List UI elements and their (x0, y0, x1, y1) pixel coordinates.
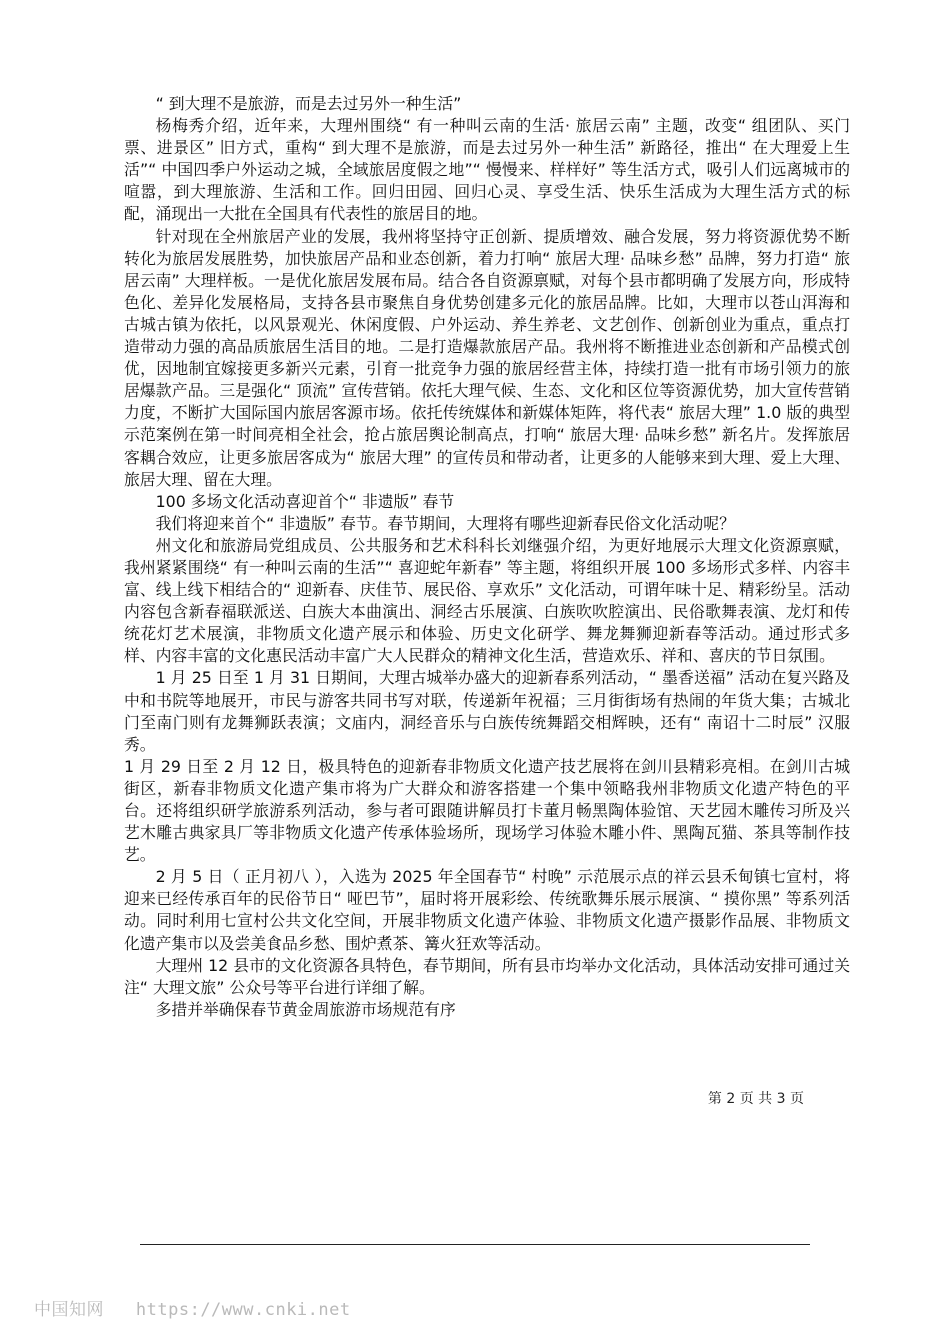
cnki-watermark (34, 1295, 351, 1320)
document-body (124, 93, 850, 1021)
paragraph: 1 月 29 日至 2 月 12 日，极具特色的迎新春非物质文化遗产技艺展将在剑川县精彩亮相。在剑川古城街区，新春非物质文化遗产集市将为广大群众和游客搭建一个集中领略我州非物质文化遗产特色的平台。还将组织研学旅游系列活动，参与者可跟随讲解员打卡董月畅黑陶体验馆、天艺园木雕传习所及兴艺木雕古典家具厂等非物质文化遗产传承体验场所，现场学习体验木雕小件、黑陶瓦猫、茶具等制作技艺。 (124, 756, 850, 865)
section-heading: “ 到大理不是旅游，而是去过另外一种生活” (155, 94, 462, 113)
section-heading: 多措并举确保春节黄金周旅游市场规范有序 (155, 999, 456, 1019)
paragraph: 我们将迎来首个“ 非遗版” 春节。春节期间，大理将有哪些迎新春民俗文化活动呢？ (155, 513, 735, 533)
footer-divider (140, 1244, 810, 1245)
paragraph: 1 月 25 日至 1 月 31 日期间，大理古城举办盛大的迎新春系列活动，“ 墨香送福” 活动在复兴路及中和书院等地展开，市民与游客共同书写对联，传递新年祝福；三月街街场有热闹的年货大集；古城北门至南门则有龙舞狮跃表演；文庙内，洞经音乐与白族传统舞蹈交相辉映，还有“ 南诏十二时辰” 汉服秀。 (124, 668, 850, 754)
paragraph: 州文化和旅游局党组成员、公共服务和艺术科科长刘继强介绍，为更好地展示大理文化资源禀赋，我州紧紧围绕“ 有一种叫云南的生活”“ 喜迎蛇年新春” 等主题，将组织开展 100 多场形式多样、内容丰富、线上线下相结合的“ 迎新春、庆佳节、展民俗、享欢乐” 文化活动，可谓年味十足、精彩纷呈。活动内容包含新春福联派送、白族大本曲演出、洞经古乐展演、白族吹吹腔演出、民俗歌舞表演、龙灯和传统花灯艺术展演，非物质文化遗产展示和体验、历史文化研学、舞龙舞狮迎新春等活动。通过形式多样、内容丰富的文化惠民活动丰富广大人民群众的精神文化生活，营造欢乐、祥和、喜庆的节日氛围。 (124, 535, 850, 666)
paragraph: 杨梅秀介绍，近年来，大理州围绕“ 有一种叫云南的生活· 旅居云南” 主题，改变“ 组团队、买门票、进景区” 旧方式，重构“ 到大理不是旅游，而是去过另外一种生活” 新路径，推出“ 在大理爱上生活”“ 中国四季户外运动之城，全域旅居度假之地”“ 慢慢来、样样好” 等生活方式，吸引人们远离城市的喧嚣，到大理旅游、生活和工作。回归田园、回归心灵、享受生活、快乐生活成为大理生活方式的标配，涌现出一大批在全国具有代表性的旅居目的地。 (124, 116, 850, 224)
watermark-name: 中国知网 (34, 1300, 104, 1320)
watermark-url: https://www.cnki.net (135, 1300, 351, 1320)
page-indicator: 第 2 页 共 3 页 (707, 1091, 804, 1107)
section-heading: 100 多场文化活动喜迎首个“ 非遗版” 春节 (155, 491, 455, 511)
paragraph: 大理州 12 县市的文化资源各具特色，春节期间，所有县市均举办文化活动，具体活动安排可通过关注“ 大理文旅” 公众号等平台进行详细了解。 (124, 955, 850, 997)
paragraph: 2 月 5 日（ 正月初八 ），入选为 2025 年全国春节“ 村晚” 示范展示点的祥云县禾甸镇七宣村，将迎来已经传承百年的民俗节日“ 哑巴节”，届时将开展彩绘、传统歌舞乐展示展演、“ 摸你黑” 等系列活动。同时利用七宣村公共文化空间，开展非物质文化遗产体验、非物质文化遗产摄影作品展、非物质文化遗产集市以及尝美食品乡愁、围炉煮茶、篝火狂欢等活动。 (124, 867, 850, 953)
paragraph: 针对现在全州旅居产业的发展，我州将坚持守正创新、提质增效、融合发展，努力将资源优势不断转化为旅居发展胜势，加快旅居产品和业态创新，着力打响“ 旅居大理· 品味乡愁” 品牌，努力打造“ 旅居云南” 大理样板。一是优化旅居发展布局。结合各自资源禀赋，对每个县市都明确了发展方向，形成特色化、差异化发展格局，支持各县市聚焦自身优势创建多元化的旅居品牌。比如，大理市以苍山洱海和古城古镇为依托，以风景观光、休闲度假、户外运动、养生养老、文艺创作、创新创业为重点，重点打造带动力强的高品质旅居生活目的地。二是打造爆款旅居产品。我州将不断推进业态创新和产品模式创优，因地制宜嫁接更多新兴元素，引育一批竞争力强的旅居经营主体，持续打造一批有市场引领力的旅居爆款产品。三是强化“ 顶流” 宣传营销。依托大理气候、生态、文化和区位等资源优势，加大宣传营销力度，不断扩大国际国内旅居客源市场。依托传统媒体和新媒体矩阵，将代表“ 旅居大理” 1.0 版的典型示范案例在第一时间亮相全社会，抢占旅居舆论制高点，打响“ 旅居大理· 品味乡愁” 新名片。发挥旅居客耦合效应，让更多旅居客成为“ 旅居大理” 的宣传员和带动者，让更多的人能够来到大理、爱上大理、旅居大理、留在大理。 (124, 226, 850, 489)
